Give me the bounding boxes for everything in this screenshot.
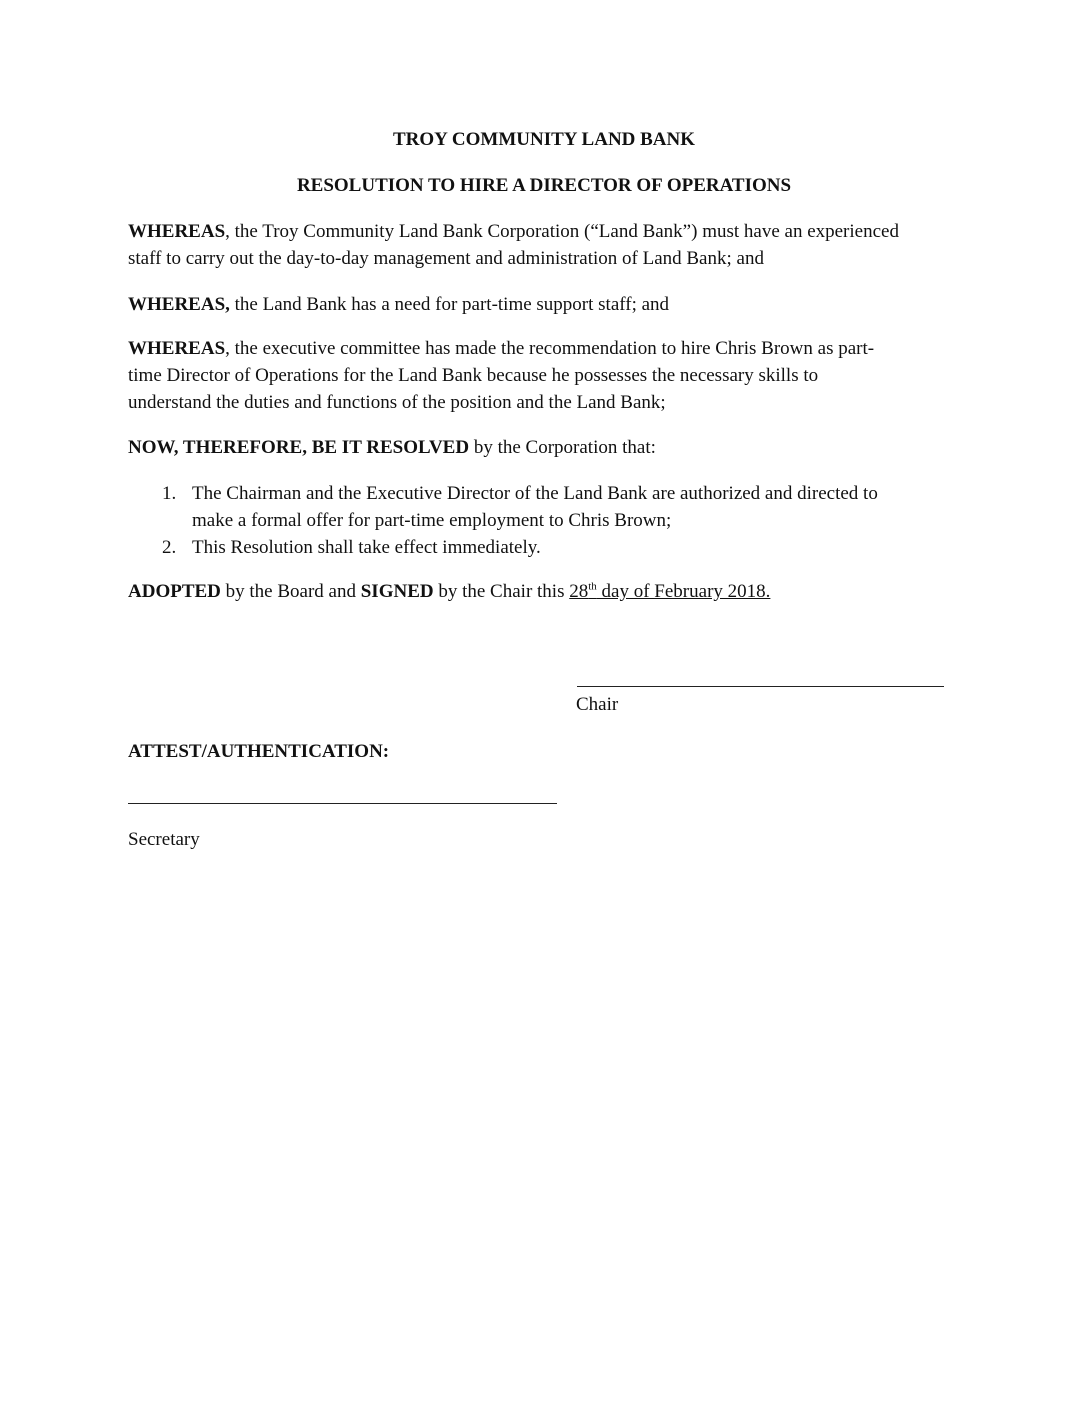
attest-heading: ATTEST/AUTHENTICATION: [128,741,390,762]
list-text: This Resolution shall take effect immediately. [192,537,541,558]
org-title: TROY COMMUNITY LAND BANK [392,129,696,150]
resolution-title: RESOLUTION TO HIRE A DIRECTOR OF OPERATIONS [296,175,792,196]
chair-signature-line [577,686,944,687]
clause-text: the Land Bank has a need for part-time support staff; and [229,294,670,315]
secretary-signature-line [128,803,557,804]
adopted-keyword: ADOPTED [128,581,221,602]
statement-text: by the Chair this [433,581,570,602]
statement-text: by the Board and [220,581,361,602]
adopted-statement [128,578,968,605]
resolved-clause [128,434,968,461]
clause-text: , the Troy Community Land Bank Corporation (“Land Bank”) must have an experienced [225,221,899,242]
chair-label: Chair [576,694,619,715]
whereas-clause-1 [128,218,968,272]
clause-text: understand the duties and functions of the position and the Land Bank; [128,392,666,413]
date-day: 28 [569,581,589,602]
clause-text: by the Corporation that: [469,437,656,458]
list-number: 1. [162,483,177,504]
whereas-keyword: WHEREAS [128,221,226,242]
whereas-clause-3 [128,335,968,416]
list-text: make a formal offer for part-time employment to Chris Brown; [192,510,672,531]
whereas-keyword: WHEREAS, [128,294,230,315]
signed-keyword: SIGNED [360,581,434,602]
list-text: The Chairman and the Executive Director of the Land Bank are authorized and directed to [192,483,878,504]
date-day-suffix: th [588,580,597,593]
clause-text: staff to carry out the day-to-day management and administration of Land Bank; and [128,248,764,269]
whereas-keyword: WHEREAS [128,338,226,359]
date-rest: day of February 2018. [596,581,771,602]
clause-text: , the executive committee has made the recommendation to hire Chris Brown as part- [225,338,875,359]
list-number: 2. [162,537,177,558]
clause-text: time Director of Operations for the Land Bank because he possesses the necessary skills to [128,365,819,386]
whereas-clause-2 [128,291,968,318]
resolved-keyword: NOW, THEREFORE, BE IT RESOLVED [128,437,470,458]
secretary-label: Secretary [128,829,200,850]
signing-date [569,581,770,602]
